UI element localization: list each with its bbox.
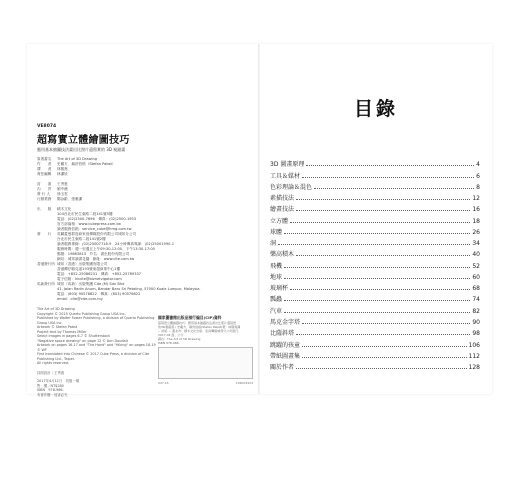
publisher-value: 香港灣仔駱克道193號東超商業中心1樓 bbox=[57, 267, 121, 271]
staff-block bbox=[37, 182, 247, 202]
toc-leader-dots bbox=[302, 346, 467, 347]
toc-entry bbox=[270, 213, 480, 224]
toc-entry-title: 汽車 bbox=[270, 307, 283, 315]
cip-line: ISBN 978-986- bbox=[158, 341, 180, 345]
staff-label: 內 頁 bbox=[37, 187, 52, 191]
publisher-label: 香港發行所 bbox=[37, 262, 55, 266]
toc-entry-title: 工具＆媒材 bbox=[270, 172, 301, 180]
toc-list bbox=[270, 157, 480, 371]
toc-entry-page: 90 bbox=[472, 318, 480, 326]
book-spread bbox=[27, 44, 492, 397]
publisher-value: 積木文化 bbox=[57, 207, 72, 211]
toc-leader-dots bbox=[284, 233, 470, 234]
toc-leader-dots bbox=[284, 278, 470, 279]
publisher-label: 出 版 bbox=[37, 207, 52, 211]
publisher-value: 官方部落格：www.cubepress.com.tw bbox=[57, 222, 121, 226]
publisher-row bbox=[37, 297, 247, 302]
publisher-label: 發 行 bbox=[37, 232, 52, 236]
toc-entry-page: 26 bbox=[472, 228, 480, 236]
cip-record-number: 106003423 bbox=[235, 381, 253, 385]
book-subtitle: 應用基本繪圖技法畫出比照片還寫實的 3D 視錯畫 bbox=[37, 147, 126, 152]
toc-entry-title: 3D 圖畫原理 bbox=[270, 161, 305, 169]
book-title: 超寫實立體繪圖技巧 bbox=[37, 135, 130, 146]
credits-block bbox=[37, 157, 247, 177]
toc-entry-title: 樂高積木 bbox=[270, 251, 295, 259]
toc-entry-title: 關於作者 bbox=[270, 364, 295, 372]
credits-row bbox=[37, 172, 247, 177]
toc-title: 目錄 bbox=[353, 98, 398, 120]
toc-leader-dots bbox=[306, 165, 474, 166]
toc-entry-title: 帶紙圖畫集 bbox=[270, 352, 301, 360]
publisher-value: 讀者服務專線：(02)25007718-9 24小時傳真專線：(02)25001990-1 bbox=[57, 242, 174, 246]
english-line: Published by Walter Foster Publishing, a division of Quarto Publishing Group USA Inc. bbox=[37, 316, 155, 325]
credits-label: 責任編輯 bbox=[37, 172, 52, 176]
publisher-value: 讀者服務信箱：service_cube@hmg.com.tw bbox=[57, 227, 132, 231]
toc-entry bbox=[270, 202, 480, 213]
toc-entry bbox=[270, 315, 480, 326]
toc-entry bbox=[270, 168, 480, 179]
toc-entry bbox=[270, 270, 480, 281]
cip-box bbox=[158, 347, 253, 379]
toc-entry-page: 6 bbox=[476, 172, 480, 180]
toc-leader-dots bbox=[296, 199, 470, 200]
cip-line: 2017.04 面；公分 bbox=[158, 333, 184, 337]
publisher-value: 服務時間：週一至週五上午09:30-12:00、下午13:30-17:00 bbox=[57, 247, 155, 251]
publisher-value: 電子信箱：hkcite@biznetvigator.com bbox=[57, 277, 122, 281]
staff-label: 封 面 bbox=[37, 182, 52, 186]
toc-leader-dots bbox=[302, 177, 474, 178]
toc-entry-page: 60 bbox=[472, 273, 480, 281]
publisher-value: 電話：+852-25086231 傳真：+852-25789337 bbox=[57, 272, 142, 276]
toc-leader-dots bbox=[290, 289, 470, 290]
toc-entry-page: 18 bbox=[472, 217, 480, 225]
cip-line: 的3D視錯畫 / 史戴方．赫許伯格(Stefan Pabst)著；林敬堯譯 bbox=[158, 325, 241, 329]
staff-value: 鄭詠齡、張雅潔 bbox=[57, 197, 83, 201]
cip-title: 國家圖書館出版品預行編目(CIP)資料 bbox=[158, 315, 222, 320]
toc-leader-dots bbox=[284, 312, 470, 313]
publisher-value: 英屬蓋曼群島商家庭傳媒股份有限公司城邦分公司 bbox=[57, 232, 137, 236]
credits-value: The Art of 3D Drawing bbox=[57, 157, 98, 161]
english-line: Select images in pages 6-7 © Shutterstock bbox=[37, 334, 111, 338]
credits-value: 林敬堯 bbox=[57, 167, 68, 171]
toc-leader-dots bbox=[278, 244, 470, 245]
toc-entry bbox=[270, 292, 480, 303]
toc-entry-title: 玻璃杯 bbox=[270, 285, 289, 293]
toc-entry bbox=[270, 258, 480, 269]
cip-lines bbox=[158, 321, 253, 345]
toc-entry bbox=[270, 281, 480, 292]
english-line: All rights reserved. bbox=[37, 361, 70, 365]
publisher-value: 電話：(603) 90578822 傳真：(603) 90576622 bbox=[57, 292, 141, 296]
print-line: 售 價／NT$280 bbox=[37, 383, 64, 388]
toc-entry-title: 瓢蟲 bbox=[270, 296, 283, 304]
toc-entry-page: 68 bbox=[472, 285, 480, 293]
toc-entry bbox=[270, 157, 480, 168]
publisher-value: 電話：(02)2500-7696 傳真：(02)2500-1953 bbox=[57, 217, 137, 221]
publisher-label: 馬新發行所 bbox=[37, 282, 55, 286]
toc-entry-title: 繪畫技法 bbox=[270, 206, 295, 214]
toc-entry bbox=[270, 247, 480, 258]
toc-entry-title: 色彩理論＆混色 bbox=[270, 183, 313, 191]
toc-entry-title: 素描技法 bbox=[270, 195, 295, 203]
toc-leader-dots bbox=[284, 267, 470, 268]
staff-value: 劉中薇 bbox=[57, 187, 68, 191]
cip-footer bbox=[158, 381, 253, 385]
toc-entry bbox=[270, 326, 480, 337]
toc-leader-dots bbox=[296, 255, 470, 256]
toc-entry-page: 16 bbox=[472, 206, 480, 214]
staff-value: 王秀惠 bbox=[57, 182, 68, 186]
toc-entry bbox=[270, 191, 480, 202]
staff-label: 行銷業務 bbox=[37, 197, 52, 201]
print-line: 2017年4月11日 初版一刷 bbox=[37, 379, 80, 384]
toc-entry-page: 74 bbox=[472, 296, 480, 304]
toc-entry-title: 跳躍的孩童 bbox=[270, 341, 301, 349]
colophon-page bbox=[27, 44, 259, 397]
toc-entry bbox=[270, 337, 480, 348]
publisher-value: 104台北市民生東路二段141號5樓 bbox=[57, 212, 113, 216]
staff-value: 徐玉雲 bbox=[57, 192, 68, 196]
staff-label: 發 行 人 bbox=[37, 192, 51, 196]
credits-label: 原著書名 bbox=[37, 157, 52, 161]
toc-entry-page: 98 bbox=[472, 330, 480, 338]
english-line: "Negative space drawing" on page 12 © Ann Doudalt bbox=[37, 338, 128, 343]
print-line: 有著作權・侵害必究 bbox=[37, 392, 68, 397]
toc-entry-title: 地球 bbox=[270, 273, 283, 281]
publisher-value: 城邦（馬新）出版集團 Cite (M) Sdn Bhd bbox=[57, 282, 125, 286]
toc-leader-dots bbox=[296, 210, 470, 211]
toc-entry-page: 40 bbox=[472, 251, 480, 259]
staff-row bbox=[37, 197, 247, 202]
toc-entry bbox=[270, 236, 480, 247]
toc-leader-dots bbox=[290, 222, 470, 223]
publisher-value: 郵撥：19863813 戶名：書虫股份有限公司 bbox=[57, 252, 130, 256]
toc-leader-dots bbox=[296, 334, 470, 335]
cip-line: 超寫實立體繪圖技巧：應用基本繪圖技法畫出比照片還寫實 bbox=[158, 321, 237, 325]
cip-data-block bbox=[158, 315, 253, 385]
english-line: Artwork on pages 16-17 and "The Hand" and "Hiking" on pages 18-19 © WF bbox=[37, 343, 156, 352]
toc-entry-page: 34 bbox=[472, 240, 480, 248]
toc-entry-page: 112 bbox=[468, 352, 480, 360]
toc-leader-dots bbox=[314, 188, 474, 189]
cip-class-number: 947.16 bbox=[158, 381, 169, 385]
series-code: VE8074 bbox=[37, 124, 57, 129]
toc-entry-page: 52 bbox=[472, 262, 480, 270]
cip-line: 譯自：The Art of 3D Drawing bbox=[158, 337, 201, 341]
toc-leader-dots bbox=[302, 323, 470, 324]
toc-leader-dots bbox=[302, 357, 467, 358]
credits-value: 林潔欣 bbox=[57, 172, 68, 176]
credits-label: 作 者 bbox=[37, 162, 52, 166]
toc-entry-page: 128 bbox=[468, 364, 480, 372]
credits-value: 史戴方．赫許伯格（Stefan Pabst） bbox=[57, 162, 116, 166]
publisher-label bbox=[37, 297, 57, 302]
toc-leader-dots bbox=[284, 300, 470, 301]
toc-entry-page: 4 bbox=[476, 161, 480, 169]
credits-label: 譯 者 bbox=[37, 167, 52, 171]
publisher-value: 網站：城邦讀書花園 網址：www.cite.com.tw bbox=[57, 257, 135, 261]
english-line: First translated into Chinese © 2017 Cube Press, a division of Cite Publishing Ltd., Taipei. bbox=[37, 352, 150, 361]
toc-entry-title: 球體 bbox=[270, 228, 283, 236]
print-line: 封面設計｜王秀惠 bbox=[37, 370, 65, 375]
cip-line: -- 初版. -- 臺北市：積木文化出版：家庭傳媒城邦分公司發行, bbox=[158, 329, 240, 333]
toc-entry-title: 馬克金字塔 bbox=[270, 318, 301, 326]
toc-entry-title: 洞 bbox=[270, 240, 277, 248]
toc-entry-page: 106 bbox=[468, 341, 480, 349]
toc-entry bbox=[270, 303, 480, 314]
toc-entry bbox=[270, 225, 480, 236]
publisher-block bbox=[37, 207, 247, 302]
toc-entry-page: 82 bbox=[472, 307, 480, 315]
toc-entry-title: 立方體 bbox=[270, 217, 289, 225]
english-line: Copyright © 2015 Quarto Publishing Group USA Inc. bbox=[37, 311, 126, 316]
print-line: ISBN 978-986- bbox=[37, 388, 64, 393]
toc-leader-dots bbox=[296, 368, 467, 369]
toc-entry-title: 比薩斜塔 bbox=[270, 330, 295, 338]
publisher-value: 台北市民生東路二段141號2樓 bbox=[57, 237, 106, 241]
publisher-value: 城邦（香港）出版集團有限公司 bbox=[57, 262, 108, 266]
english-copyright bbox=[37, 307, 157, 366]
publisher-value: 41, Jalan Radin Anum, Bandar Baru Sri Petaling, 57000 Kuala Lumpur, Malaysia. bbox=[57, 287, 201, 291]
toc-entry-title: 飛機 bbox=[270, 262, 283, 270]
toc-entry bbox=[270, 360, 480, 371]
publisher-value: email：cite@cite.com.my bbox=[57, 297, 103, 301]
toc-entry bbox=[270, 180, 480, 191]
toc-entry-page: 8 bbox=[476, 183, 480, 191]
toc-entry-page: 12 bbox=[472, 195, 480, 203]
english-line: The Art of 3D Drawing bbox=[37, 307, 75, 311]
contents-page bbox=[260, 44, 492, 394]
english-line: Artwork © Stefan Pabst bbox=[37, 325, 78, 329]
toc-entry bbox=[270, 349, 480, 360]
english-line: Project text by Thomas Miller bbox=[37, 329, 87, 334]
